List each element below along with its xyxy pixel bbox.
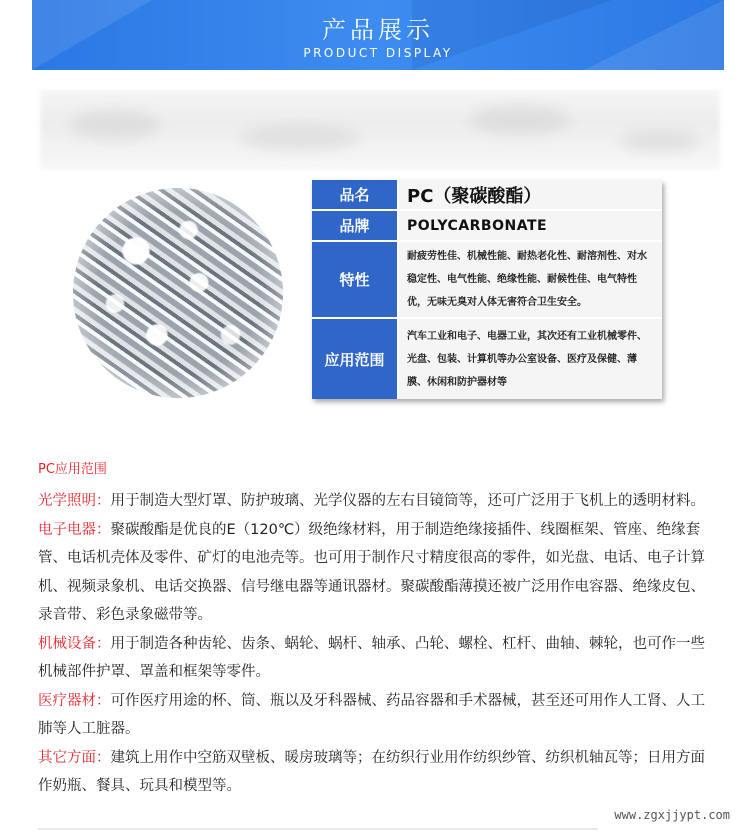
spec-row-brand bbox=[312, 211, 662, 242]
application-paragraph bbox=[38, 687, 718, 744]
spec-value: 耐疲劳性佳、机械性能、耐热老化性、耐溶剂性、对水稳定性、电气性能、绝缘性能、耐候性佳、电气特性优，无味无臭对人体无害符合卫生安全。 bbox=[397, 242, 662, 317]
spec-key: 应用范围 bbox=[312, 319, 397, 399]
spec-key: 品牌 bbox=[312, 211, 397, 240]
product-display-banner bbox=[32, 0, 724, 70]
application-lead: 电子电器： bbox=[38, 521, 111, 538]
application-text: 建筑上用作中空筋双壁板、暖房玻璃等；在纺织行业用作纺织纱管、纺织机轴瓦等；日用方面作奶瓶、餐具、玩具和模型等。 bbox=[38, 749, 705, 794]
application-lead: 机械设备： bbox=[38, 635, 111, 652]
application-text: 用于制造各种齿轮、齿条、蜗轮、蜗杆、轴承、凸轮、螺栓、杠杆、曲轴、棘轮，也可作一些机械部件护罩、罩盖和框架等零件。 bbox=[38, 635, 705, 680]
spec-key: 品名 bbox=[312, 180, 397, 209]
spec-row-applications bbox=[312, 319, 662, 399]
application-paragraph bbox=[38, 516, 718, 630]
application-paragraph bbox=[38, 487, 718, 516]
spec-value: PC（聚碳酸酯） bbox=[397, 180, 662, 209]
spec-row-features bbox=[312, 242, 662, 319]
application-text: 用于制造大型灯罩、防护玻璃、光学仪器的左右目镜筒等，还可广泛用于飞机上的透明材料。 bbox=[110, 493, 705, 509]
watermark-text: www.zgxjjypt.com bbox=[610, 808, 734, 822]
application-text: 可作医疗用途的杯、筒、瓶以及牙科器械、药品容器和手术器械，甚至还可用作人工肾、人工肺等人工脏器。 bbox=[38, 692, 705, 737]
spec-table bbox=[312, 180, 662, 399]
spec-row-name bbox=[312, 180, 662, 211]
application-lead: 其它方面： bbox=[38, 749, 111, 766]
applications-heading: PC应用范围 bbox=[38, 462, 107, 477]
banner-title: 产品展示 bbox=[322, 16, 434, 44]
spec-key: 特性 bbox=[312, 242, 397, 317]
pc-pellets-image bbox=[73, 188, 283, 398]
application-text: 聚碳酸酯是优良的E（120℃）级绝缘材料，用于制造绝缘接插件、线圈框架、管座、绝缘套管、电话机壳体及零件、矿灯的电池壳等。也可用于制作尺寸精度很高的零件，如光盘、电话、电子计算机、视频录象机、电话交换器、信号继电器等通讯器材。聚碳酸酯薄摸还被广泛用作电容器、绝缘皮包、录音带、彩色录象磁带等。 bbox=[38, 521, 705, 623]
footer-divider bbox=[38, 828, 598, 830]
banner-subtitle: PRODUCT DISPLAY bbox=[303, 46, 453, 60]
blurred-background-strip bbox=[40, 90, 720, 170]
application-paragraph bbox=[38, 630, 718, 687]
application-lead: 医疗器材： bbox=[38, 692, 111, 709]
spec-value: POLYCARBONATE bbox=[397, 211, 662, 240]
application-lead: 光学照明： bbox=[38, 493, 111, 509]
spec-value: 汽车工业和电子、电器工业，其次还有工业机械零件、光盘、包装、计算机等办公室设备、医疗及保健、薄膜、休闲和防护器材等 bbox=[397, 319, 662, 399]
applications-section bbox=[38, 458, 718, 801]
application-paragraph bbox=[38, 744, 718, 801]
